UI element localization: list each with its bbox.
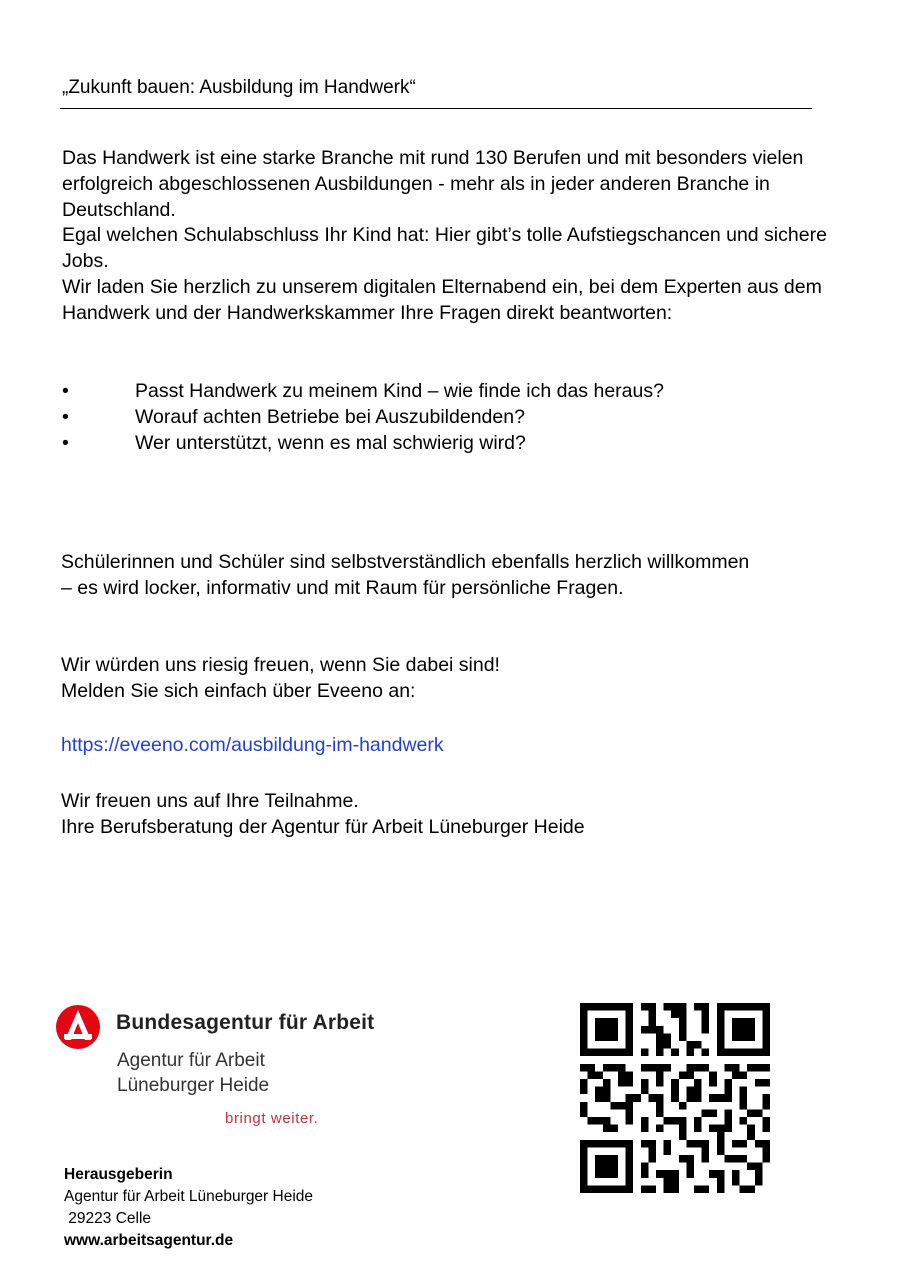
qr-code-icon[interactable] xyxy=(580,1003,770,1193)
ba-logo-icon xyxy=(55,1004,101,1050)
list-item xyxy=(62,404,664,430)
bullet-marker: • xyxy=(62,432,69,454)
agency-line: Agentur für Arbeit xyxy=(117,1050,265,1071)
students-welcome-text xyxy=(61,550,751,602)
list-item-text: Wer unterstützt, wenn es mal schwierig wird? xyxy=(135,432,526,454)
imprint-heading: Herausgeberin xyxy=(64,1166,173,1183)
closing-text xyxy=(61,789,761,841)
list-item xyxy=(62,378,664,404)
list-item xyxy=(62,430,664,456)
website-link[interactable]: www.arbeitsagentur.de xyxy=(64,1232,234,1249)
join-line: Melden Sie sich einfach über Eveeno an: xyxy=(61,679,416,702)
join-line: Wir würden uns riesig freuen, wenn Sie dabei sind! xyxy=(61,654,500,676)
slogan: bringt weiter. xyxy=(225,1110,319,1127)
registration-link[interactable]: https://eveeno.com/ausbildung-im-handwerk xyxy=(61,734,444,756)
invite-paragraph: Schülerinnen und Schüler sind selbstverständlich ebenfalls herzlich willkommen – es wird locker, informativ und mit Raum für persönliche Fragen. xyxy=(61,551,750,599)
intro-text xyxy=(62,146,842,327)
closing-line: Wir freuen uns auf Ihre Teilnahme. xyxy=(61,790,359,812)
bullet-marker: • xyxy=(62,380,69,402)
page-title: „Zukunft bauen: Ausbildung im Handwerk“ xyxy=(62,77,416,98)
intro-paragraph: Egal welchen Schulabschluss Ihr Kind hat: Hier gibt’s tolle Aufstiegschancen und sichere Jobs. xyxy=(62,224,827,273)
imprint xyxy=(64,1164,313,1252)
list-item-text: Passt Handwerk zu meinem Kind – wie finde ich das heraus? xyxy=(135,380,664,402)
intro-paragraph: Das Handwerk ist eine starke Branche mit rund 130 Berufen und mit besonders vielen erfolgreich abgeschlossenen Ausbildungen - mehr als in jeder anderen Branche in Deutschland. xyxy=(62,147,804,221)
header-divider xyxy=(60,108,812,109)
agency-name xyxy=(117,1049,269,1098)
question-list xyxy=(62,378,664,456)
agency-line: Lüneburger Heide xyxy=(117,1074,270,1096)
org-name: Bundesagentur für Arbeit xyxy=(116,1011,375,1034)
imprint-line: 29223 Celle xyxy=(64,1210,152,1227)
registration-prompt xyxy=(61,653,761,705)
imprint-line: Agentur für Arbeit Lüneburger Heide xyxy=(64,1188,314,1205)
list-item-text: Worauf achten Betriebe bei Auszubildenden? xyxy=(135,406,525,428)
intro-paragraph: Wir laden Sie herzlich zu unserem digitalen Elternabend ein, bei dem Experten aus dem Handwerk und der Handwerkskammer Ihre Fragen direkt beantworten: xyxy=(62,275,822,324)
closing-line: Ihre Berufsberatung der Agentur für Arbeit Lüneburger Heide xyxy=(61,815,585,838)
bullet-marker: • xyxy=(62,406,69,428)
